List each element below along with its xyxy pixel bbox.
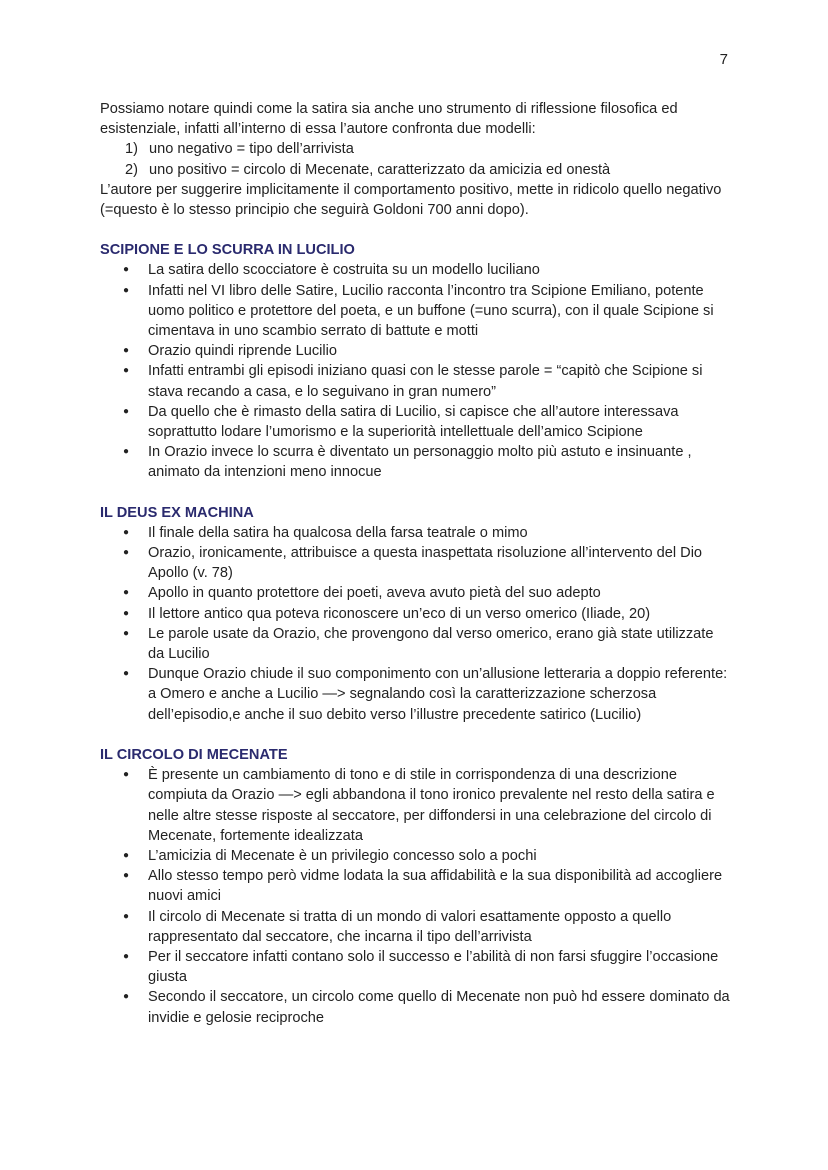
bullet-item: ● L’amicizia di Mecenate è un privilegio concesso solo a pochi — [148, 846, 730, 866]
bullet-item: ● Le parole usate da Orazio, che provengono dal verso omerico, erano già state utilizzate da Lucilio — [148, 624, 730, 664]
list-item — [125, 160, 730, 180]
list-item-text: uno negativo = tipo dell’arrivista — [149, 141, 354, 158]
section-scipione — [100, 240, 730, 482]
bullet-list — [100, 523, 730, 725]
section-heading: IL CIRCOLO DI MECENATE — [100, 746, 288, 763]
bullet-item: ● Infatti entrambi gli episodi iniziano quasi con le stesse parole = “capitò che Scipione si stava recando a casa, e lo seguivano in gran numero” — [148, 361, 730, 401]
bullet-item: ● Per il seccatore infatti contano solo il successo e l’abilità di non farsi sfuggire l’occasione giusta — [148, 947, 730, 987]
bullet-item: ● Orazio quindi riprende Lucilio — [148, 341, 730, 361]
section-heading: IL DEUS EX MACHINA — [100, 504, 254, 521]
bullet-item: ● Orazio, ironicamente, attribuisce a questa inaspettata risoluzione all’intervento del Dio Apollo (v. 78) — [148, 543, 730, 583]
list-item — [125, 139, 730, 159]
bullet-item: ● Dunque Orazio chiude il suo componimento con un’allusione letteraria a doppio referente: a Omero e anche a Lucilio —> segnalando così la caratterizzazione scherzosa dell’episodio,e anche il suo debito verso l’illustre precedente satirico (Lucilio) — [148, 664, 730, 725]
bullet-item: ● È presente un cambiamento di tono e di stile in corrispondenza di una descrizione compiuta da Orazio —> egli abbandona il tono ironico prevalente nel resto della satira e nelle altre stesse risposte al seccatore, per diffondersi in una celebrazione del circolo di Mecenate, fortemente idealizzata — [148, 765, 730, 846]
list-item-text: uno positivo = circolo di Mecenate, caratterizzato da amicizia ed onestà — [149, 161, 611, 178]
models-list — [100, 139, 730, 179]
intro-paragraph: Possiamo notare quindi come la satira sia anche uno strumento di riflessione filosofica ed esistenziale, infatti all’interno di essa l’autore confronta due modelli: — [100, 101, 678, 138]
list-number: 1) — [125, 141, 138, 158]
bullet-item: ● Da quello che è rimasto della satira di Lucilio, si capisce che all’autore interessava soprattutto lodare l’umorismo e la superiorità intellettuale dell’amico Scipione — [148, 402, 730, 442]
bullet-list — [100, 765, 730, 1028]
bullet-item: ● Infatti nel VI libro delle Satire, Lucilio racconta l’incontro tra Scipione Emiliano, potente uomo politico e protettore del poeta, e un buffone (=uno scurra), con il quale Scipione si cimentava in uno scambio serrato di battute e motti — [148, 281, 730, 342]
intro-conclusion-paragraph: L’autore per suggerire implicitamente il comportamento positivo, mette in ridicolo quello negativo (=questo è lo stesso principio che seguirà Goldoni 700 anni dopo). — [100, 181, 722, 219]
bullet-item: ● Il circolo di Mecenate si tratta di un mondo di valori esattamente opposto a quello rappresentato dal seccatore, che incarna il tipo dell’arrivista — [148, 907, 730, 947]
section-circolo-mecenate — [100, 745, 730, 1028]
bullet-item: ● Il lettore antico qua poteva riconoscere un’eco di un verso omerico (Iliade, 20) — [148, 604, 730, 624]
section-heading: SCIPIONE E LO SCURRA IN LUCILIO — [100, 242, 355, 259]
page-number: 7 — [719, 51, 728, 68]
bullet-list — [100, 260, 730, 482]
bullet-item: ● In Orazio invece lo scurra è diventato un personaggio molto più astuto e insinuante , animato da intenzioni meno innocue — [148, 442, 730, 482]
bullet-item: ● Apollo in quanto protettore dei poeti, aveva avuto pietà del suo adepto — [148, 583, 730, 603]
bullet-item: ● Secondo il seccatore, un circolo come quello di Mecenate non può hd essere dominato da invidie e gelosie reciproche — [148, 987, 730, 1027]
bullet-item: ● Il finale della satira ha qualcosa della farsa teatrale o mimo — [148, 523, 730, 543]
list-number: 2) — [125, 161, 138, 178]
bullet-item: ● Allo stesso tempo però vidme lodata la sua affidabilità e la sua disponibilità ad accogliere nuovi amici — [148, 866, 730, 906]
document-body — [100, 99, 730, 1028]
bullet-item: ● La satira dello scocciatore è costruita su un modello luciliano — [148, 260, 730, 280]
section-deus-ex-machina — [100, 503, 730, 725]
